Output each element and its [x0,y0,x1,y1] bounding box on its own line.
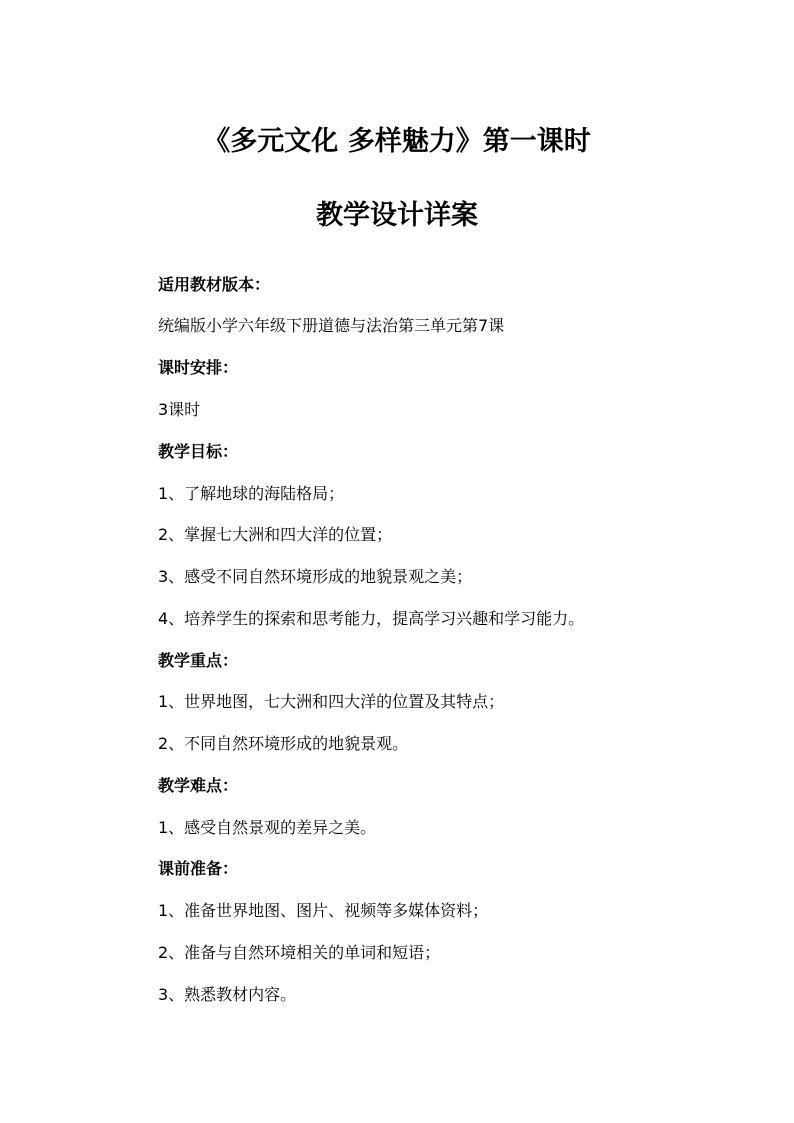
document-subtitle: 教学设计详案 [316,200,478,231]
preparation-heading: 课前准备： [158,859,239,878]
textbook-heading: 适用教材版本： [158,275,271,294]
difficulties-heading: 教学难点： [158,776,239,795]
objective-item: 1、了解地球的海陆格局； [158,484,345,503]
objectives-heading: 教学目标： [158,442,239,461]
objective-item: 2、掌握七大洲和四大洋的位置； [158,525,393,544]
preparation-item: 1、准备世界地图、图片、视频等多媒体资料； [158,901,489,920]
key-point-item: 1、世界地图，七大洲和四大洋的位置及其特点； [158,692,505,711]
schedule-content: 3课时 [158,400,201,419]
key-points-heading: 教学重点： [158,651,239,670]
textbook-content: 统编版小学六年级下册道德与法治第三单元第7课 [158,316,505,335]
objective-item: 3、感受不同自然环境形成的地貌景观之美； [158,567,473,586]
key-point-item: 2、不同自然环境形成的地貌景观。 [158,734,409,753]
schedule-heading: 课时安排： [158,358,239,377]
document-title: 《多元文化 多样魅力》第一课时 [203,126,591,157]
preparation-item: 3、熟悉教材内容。 [158,985,297,1004]
preparation-item: 2、准备与自然环境相关的单词和短语； [158,943,441,962]
difficulty-item: 1、感受自然景观的差异之美。 [158,818,377,837]
objective-item: 4、培养学生的探索和思考能力，提高学习兴趣和学习能力。 [158,609,585,628]
